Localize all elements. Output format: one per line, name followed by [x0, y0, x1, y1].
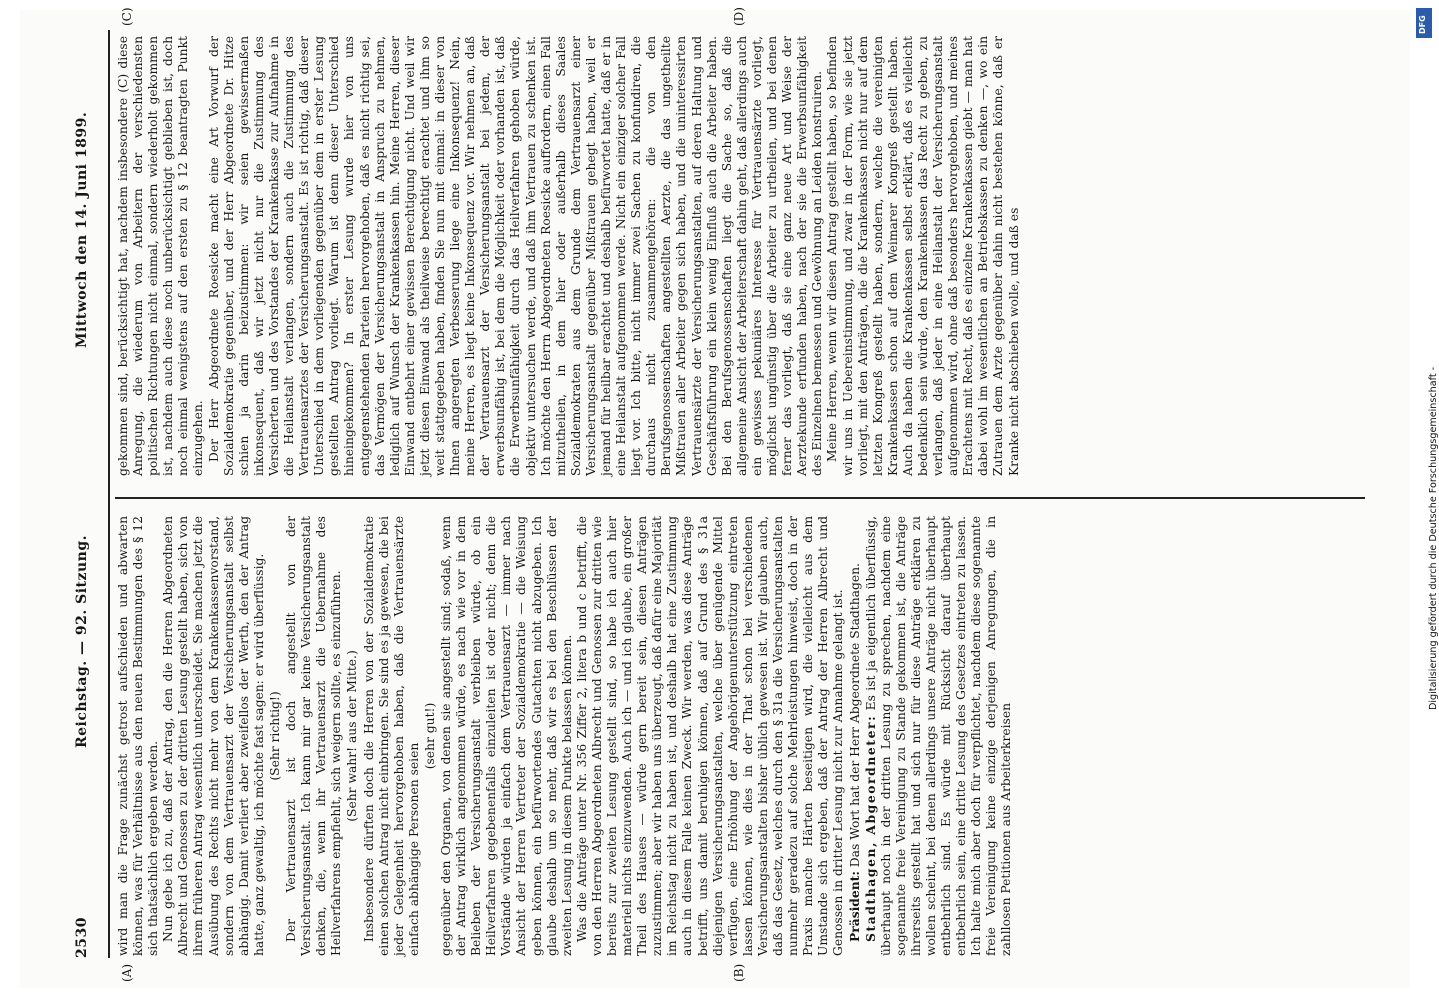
margin-mark-a: (A): [120, 963, 134, 982]
left-column: [116, 516, 1356, 956]
paragraph: Der Herr Abgeordnete Roesicke macht eine Art Vorwurf der Sozialdemokratie gegenüber, und der Herr Abgeordnete Dr. Hitze schien ja darin beizustimmen: wir seien gewissermaßen inkonsequent, daß wir jetzt nicht nur die Zustimmung des Versicherten und des Vorstandes der Krankenkasse zur Aufnahme in die Heilanstalt verlangen, sondern auch die Zustimmung des Vertrauensarztes der Versicherungsanstalt. Es ist richtig, daß dieser Unterschied in dem vorliegenden gegenüber dem in erster Lesung gestellten Antrag vorliegt. Warum ist denn dieser Unterschied hineingekommen? In erster Lesung wurde hier von uns entgegenstehenden Parteien hervorgehoben, daß es nicht richtig sei, das Vermögen der Versicherungsanstalt in Anspruch zu nehmen, lediglich auf Wunsch der Krankenkassen hin. Meine Herren, dieser Einwand entbehrt einer gewissen Berechtigung nicht. Und weil wir jetzt diesen Einwand als theilweise berechtigt erachtet und ihm so weit stattgegeben haben, finden Sie nun mit einmal: in dieser von Ihnen angeregten Verbesserung liege eine Inkonsequenz! Nein, meine Herren, es liegt keine Inkonsequenz vor. Wir nehmen an, daß der Vertrauensarzt der Versicherungsanstalt bei jedem, der erwerbsunfähig ist, bei dem die Möglichkeit oder vorhanden ist, daß die Erwerbsunfähigkeit durch das Heilverfahren gehoben würde, objektiv untersuchen werde, und daß ihm Vertrauen zu schenken ist. Ich möchte den Herrn Abgeordneten Roesicke auffordern, einen Fall mitzutheilen, in dem hier oder außerhalb dieses Saales Sozialdemokraten aus dem Grunde dem Vertrauensarzt einer Versicherungsanstalt gegenüber Mißtrauen gehegt haben, weil er jemand für heilbar erachtet und deshalb befürwortet hatte, daß er in eine Heilanstalt aufgenommen werde. Nicht ein einziger solcher Fall liegt vor. Ich bitte, nicht immer zwei Sachen zu konfundiren, die durchaus nicht zusammengehören: die von den Berufsgenossenschaften angestellten Aerzte, die das ungetheilte Mißtrauen aller Arbeiter gegen sich haben, und die uninteressirten Vertrauensärzte der Versicherungsanstalten, auf deren Haltung und Geschäftsführung ein klein wenig Einfluß auch die Arbeiter haben. Bei den Berufsgenossenschaften liegt die Sache so, daß die allgemeine Ansicht der Arbeiterschaft dahin geht, daß allerdings auch ein gewisses pekuniäres Interesse für Vertrauensärzte vorliegt, möglichst ungünstig über die Arbeiter zu urtheilen, und bei denen ferner das vorliegt, daß sie eine ganz neue Art und Weise der Aerztekunde erfunden haben, nach der sie die Erwerbsunfähigkeit des Einzelnen bemessen und Gewöhnung an Leiden konstruiren.: [206, 35, 825, 476]
interjection: (Sehr wahr! aus der Mitte.): [345, 650, 360, 822]
interjection: (sehr gut!): [422, 702, 437, 770]
margin-mark-c: (C): [120, 7, 134, 26]
right-column: [116, 36, 1356, 476]
header-session-title: Reichstag. — 92. Sitzung.: [74, 535, 90, 748]
paragraph: Meine Herren, wenn wir diesen Antrag gestellt haben, so befinden wir uns in Uebereinstimmung, und zwar in der Form, wie sie jetzt vorliegt, mit den Anträgen, die die Krankenkassen nicht nur auf dem letzten Kongreß gestellt haben, sondern, welche die vereinigten Krankenkassen schon auf dem Weimarer Kongreß gestellt haben. Auch da haben die Krankenkassen selbst erklärt, daß es vielleicht bedenklich sein würde, den Krankenkassen das Recht zu geben, zu verlangen, daß jeder in eine Heilanstalt der Versicherungsanstalt aufgenommen wird, ohne daß besonders hervorgehoben, und meines Erachtens mit Recht, daß es einzelne Krankenkassen giebt — man hat dabei wohl im wesentlichen an Betriebskassen zu denken —, wo ein Zutrauen dem Arzte gegenüber dahin nicht bestehen könne, daß er Kranke nicht abschieben wolle, und daß es: [825, 36, 1021, 476]
paragraph: Insbesondere dürften doch die Herren von der Sozialdemokratie einen solchen Antrag nicht einbringen. Sie sind es ja gewesen, die bei jeder Gelegenheit hervorgehoben haben, daß die Vertrauensärzte einfach abhängige Personen seien: [361, 516, 421, 956]
paragraph: gegenüber den Organen, von denen sie angestellt sind; sodaß, wenn der Antrag wirklich angenommen würde, es nach wie vor in dem Belieben der Versicherungsanstalt verbleiben würde, ob ein Heilverfahren gegebenenfalls einzuleiten ist oder nicht; denn die Vorstände würden ja einfach dem Vertrauensarzt — immer nach Ansicht der Herren Vertreter der Sozialdemokratie — die Weisung geben können, ein befürwortendes Gutachten nicht abzugeben. Ich glaube deshalb um so mehr, daß wir es bei den Beschlüssen der zweiten Lesung in diesem Punkte belassen können.: [438, 516, 574, 956]
header-rule: [108, 30, 110, 958]
margin-mark-b: (B): [732, 963, 746, 982]
margin-mark-d: (D): [732, 7, 746, 26]
speaker-paragraph: [863, 516, 1015, 956]
speaker-paragraph: [847, 516, 863, 956]
rotated-newspaper-page: [20, 7, 1410, 988]
interjection: (Sehr richtig!): [267, 691, 282, 781]
page-number: 2530: [74, 917, 90, 958]
paragraph: Der Vertrauensarzt ist doch angestellt von der Versicherungsanstalt. Ich kann mir gar keine Versicherungsanstalt denken, die, wenn ihr Vertrauensarzt die Uebernahme des Heilverfahrens empfiehlt, sich weigern sollte, es einzuführen.: [284, 516, 344, 956]
dfg-logo-text: DFG: [1418, 15, 1427, 34]
paragraph: Nun gebe ich zu, daß der Antrag, den die Herren Abgeordneten Albrecht und Genossen zu der dritten Lesung gestellt haben, sich von ihrem früheren Antrag wesentlich unterscheidet. Sie machen jetzt die Ausübung des Rechts nicht mehr von dem Krankenkassenvorstand, sondern von dem Vertrauensarzt der Versicherungsanstalt selbst abhängig. Damit verliert aber zweifellos der Werth, den der Antrag hatte, ganz gewaltig, ich möchte fast sagen: er wird überflüssig.: [161, 516, 266, 956]
speech-text: Das Wort hat der Herr Abgeordnete Stadthagen.: [847, 563, 862, 868]
speaker-name: Stadthagen, Abgeordneter:: [862, 714, 878, 942]
header-date: Mittwoch den 14. Juni 1899.: [74, 111, 90, 348]
paragraph: wird man die Frage zunächst getrost aufschieden und abwarten können, was für Verhältnisse aus den neuen Bestimmungen des § 12 sich thatsächlich ergeben werden.: [116, 516, 161, 956]
page-header: [68, 10, 102, 988]
speaker-name: Präsident:: [846, 871, 862, 942]
digitization-credit: [1414, 10, 1439, 710]
paragraph: gekommen sind, berücksichtigt hat, nachdem insbesondere (C) diese Anregung, die wiederum von Arbeitern der verschiedensten politischen Richtungen nicht einmal, sondern wiederholt gekommen ist, nachdem auch diese noch unberücksichtigt geblieben ist, doch noch einmal wenigstens auf den ersten zu § 12 beantragten Punkt einzugehen.: [116, 36, 206, 476]
speech-text: Es ist ja eigentlich überflüssig, überhaupt noch in der dritten Lesung zu sprechen, nachdem eine sogenannte freie Vereinigung zu Stande gekommen ist, die Anträge ihrerseits gestellt hat und sich nur für diese Anträge erklären zu wollen scheint, bei denen allerdings unsere Anträge nicht überhaupt entbehrlich sind. Es würde mit Rücksicht darauf überhaupt entbehrlich sein, eine dritte Lesung des Gesetzes eintreten zu lassen. Ich halte mich aber doch für verpflichtet, nachdem diese sogenannte freie Vereinigung keine einzige derjenigen Anregungen, die in zahllosen Petitionen aus Arbeiterkreisen: [863, 516, 1014, 956]
paragraph: Was die Anträge unter Nr. 356 Ziffer 2, litera b und c betrifft, die von den Herren Abgeordneten Albrecht und Genossen zur dritten wie bereits zur zweiten Lesung gestellt sind, so habe ich auch hier materiell nichts einzuwenden. Auch ich — und ich glaube, ein großer Theil des Hauses — würde gern bereit sein, diesen Anträgen zuzustimmen; aber wir haben uns überzeugt, daß dafür eine Majorität im Reichstag nicht zu haben ist, und deshalb hat eine Zustimmung auch in diesem Falle keinen Zweck. Wir werden, was diese Anträge betrifft, uns damit beruhigen können, daß auf Grund des § 31a diejenigen Versicherungsanstalten, welche über genügende Mittel verfügen, eine Erhöhung der Angehörigenunterstützung eintreten lassen können, wie dies in der That schon bei verschiedenen Versicherungsanstalten bisher üblich gewesen ist. Wir glauben auch, daß das Gesetz, welches durch den § 31a die Versicherungsanstalten nunmehr geradezu auf solche Mehrleistungen hinweist, doch in der Praxis manche Härten beseitigen wird, die vielleicht aus dem Umstande sich ergeben, daß der Antrag der Herren Albrecht und Genossen in dritter Lesung nicht zur Annahme gelangt ist.: [574, 516, 846, 956]
column-divider: [115, 497, 1365, 499]
credit-text: Digitalisierung gefördert durch die Deutsche Forschungsgemeinschaft -: [1428, 366, 1439, 710]
